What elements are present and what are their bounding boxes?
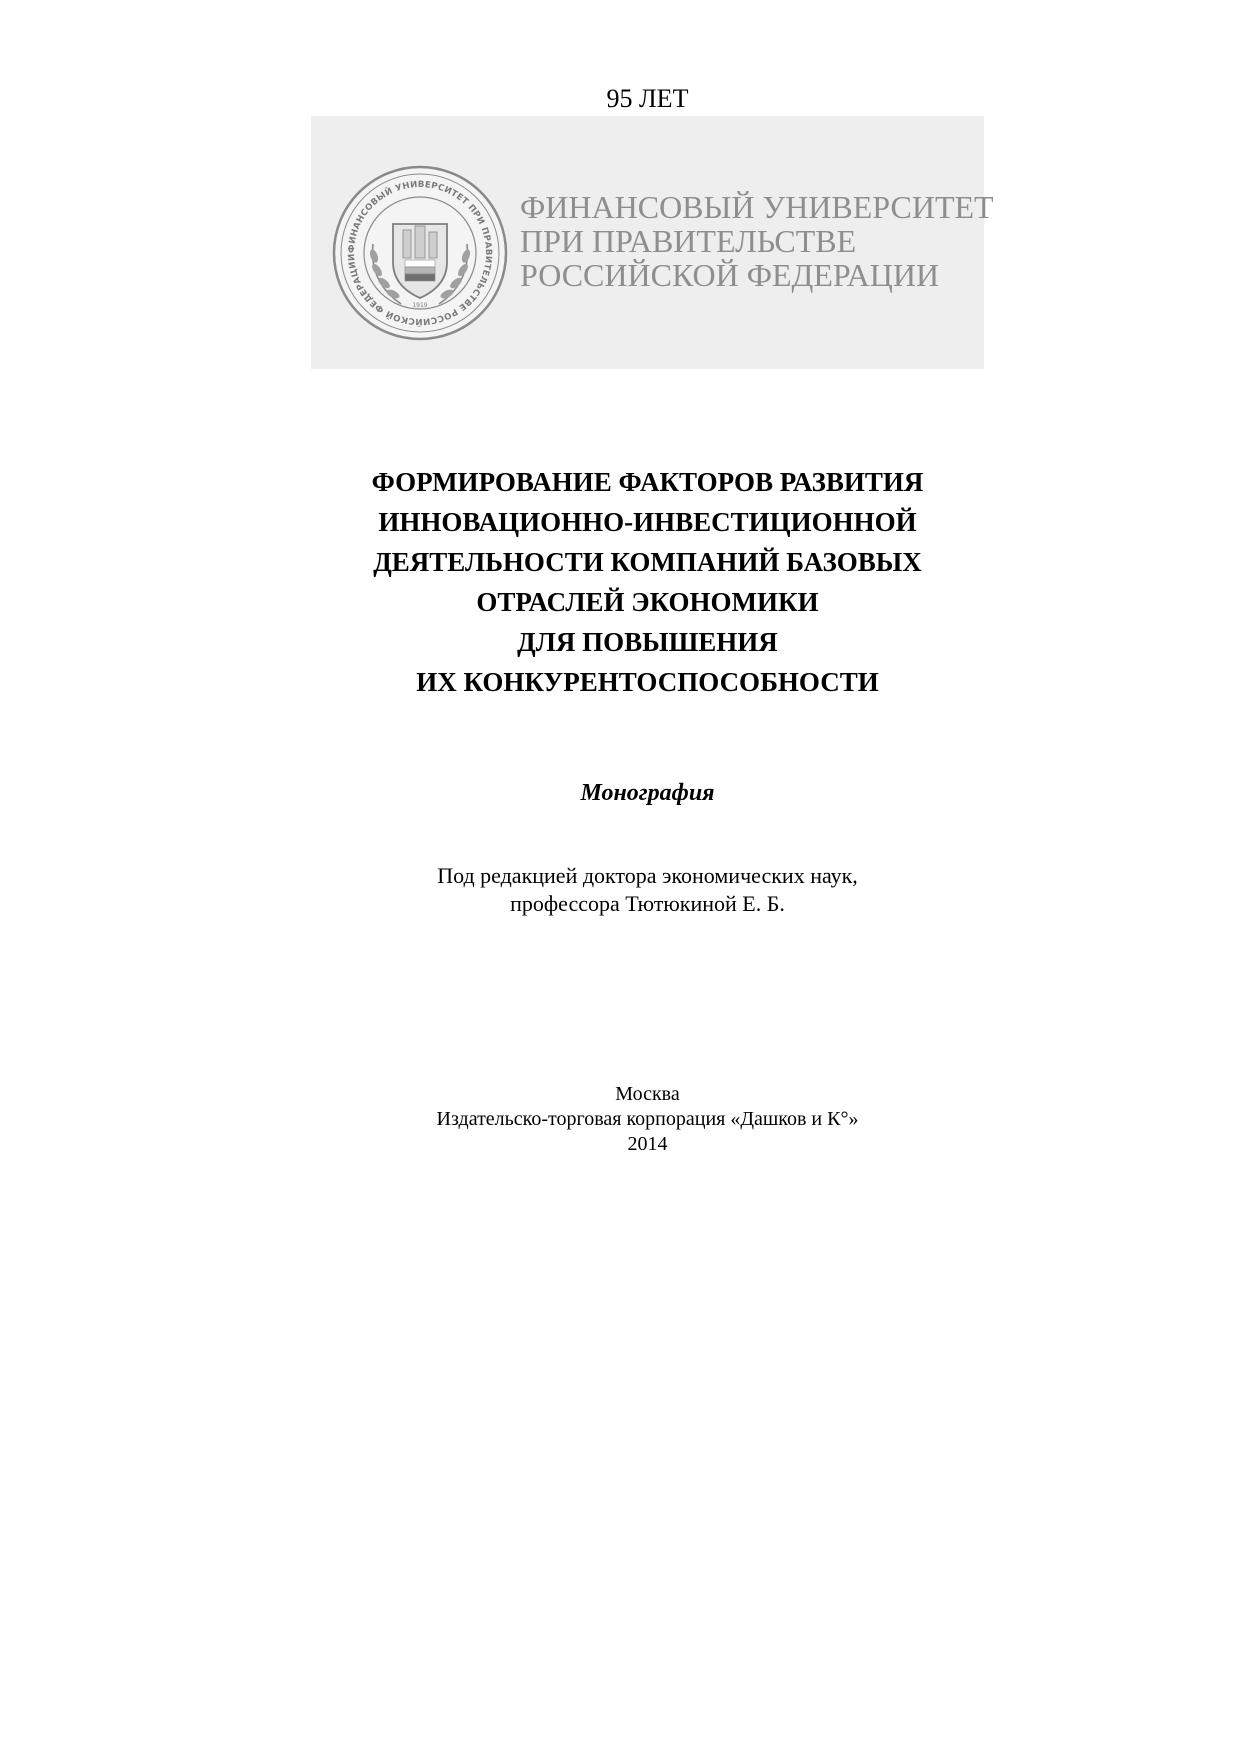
title-line: ОТРАСЛЕЙ ЭКОНОМИКИ — [476, 587, 819, 617]
title-line: ДЕЯТЕЛЬНОСТИ КОМПАНИЙ БАЗОВЫХ — [373, 547, 922, 577]
university-name-line: ПРИ ПРАВИТЕЛЬСТВЕ — [520, 223, 857, 259]
seal-year: 1919 — [412, 302, 428, 309]
anniversary-label: 95 ЛЕТ — [606, 84, 689, 113]
title-line: ИХ КОНКУРЕНТОСПОСОБНОСТИ — [416, 667, 879, 697]
editor-line: профессора Тютюкиной Е. Б. — [510, 891, 785, 916]
university-name-line: РОССИЙСКОЙ ФЕДЕРАЦИИ — [520, 257, 940, 293]
title-line: ДЛЯ ПОВЫШЕНИЯ — [517, 627, 778, 657]
book-genre: Монография — [580, 780, 715, 806]
imprint-publisher: Издательско-торговая корпорация «Дашков и К°» — [436, 1108, 859, 1130]
university-name — [520, 190, 994, 292]
imprint-year: 2014 — [627, 1133, 668, 1155]
title-line: ИННОВАЦИОННО-ИНВЕСТИЦИОННОЙ — [378, 507, 917, 537]
imprint-city: Москва — [615, 1083, 680, 1105]
imprint — [0, 1082, 1241, 1157]
book-title — [0, 462, 1241, 702]
university-banner — [311, 116, 994, 369]
university-name-line: ФИНАНСОВЫЙ УНИВЕРСИТЕТ — [520, 189, 994, 225]
editor-line: Под редакцией доктора экономических наук, — [437, 863, 858, 888]
title-line: ФОРМИРОВАНИЕ ФАКТОРОВ РАЗВИТИЯ — [371, 467, 924, 497]
editor-credit — [0, 862, 1241, 918]
seal-ring-text: ФИНАНСОВЫЙ УНИВЕРСИТЕТ ПРИ ПРАВИТЕЛЬСТВЕ РОССИЙСКОЙ ФЕДЕРАЦИИ — [346, 179, 494, 327]
university-seal-logo — [331, 164, 509, 342]
